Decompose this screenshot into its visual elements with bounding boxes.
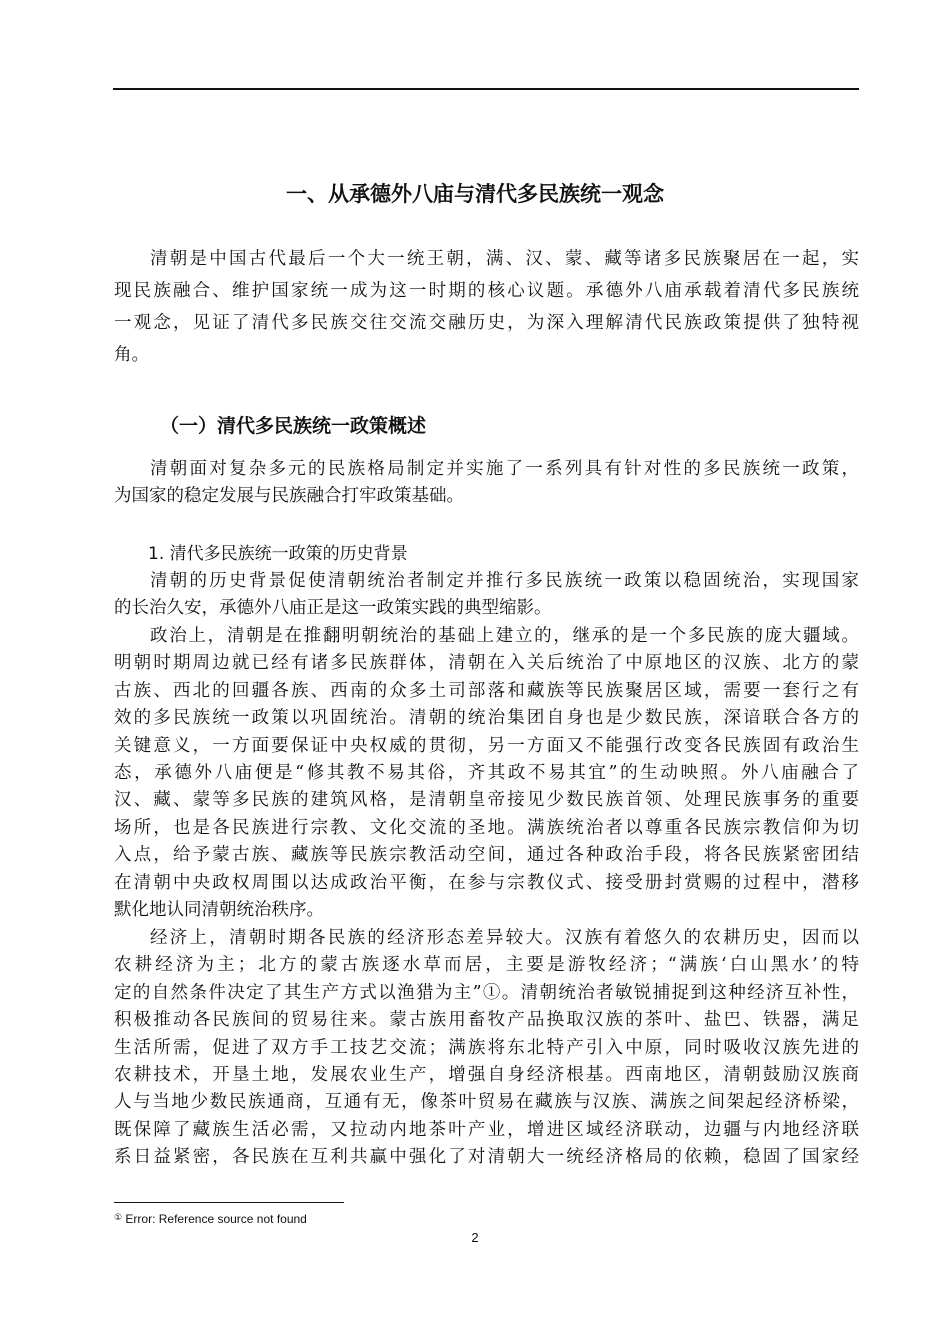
text-line: 清朝面对复杂多元的民族格局制定并实施了一系列具有针对性的多民族统一政策， [150,459,859,479]
text-line: 清朝的历史背景促使清朝统治者制定并推行多民族统一政策以稳固统治，实现国家 [150,571,859,591]
chapter-title: 一、从承德外八庙与清代多民族统一观念 [286,182,664,206]
text-line: 的长治久安，承德外八庙正是这一政策实践的典型缩影。 [114,598,552,619]
header-rule [113,88,859,90]
text-line: 关键意义，一方面要保证中央权威的贯彻，另一方面又不能强行改变各民族固有政治生 [114,735,859,756]
text-line: 农耕经济为主；北方的蒙古族逐水草而居，主要是游牧经济；“满族‘白山黑水’的特 [114,955,859,976]
section-heading: （一）清代多民族统一政策概述 [160,415,427,437]
paragraph-section-intro [114,456,859,511]
text-line: 默化地认同清朝统治秩序。 [114,899,324,920]
text-line: 明朝时期周边就已经有诸多民族群体，清朝在入关后统治了中原地区的汉族、北方的蒙 [114,653,859,674]
text-line: 既保障了藏族生活必需，又拉动内地茶叶产业，增进区域经济联动，边疆与内地经济联 [114,1119,859,1140]
paragraph-background [114,568,859,623]
text-line: 效的多民族统一政策以巩固统治。清朝的统治集团自身也是少数民族，深谙联合各方的 [114,708,859,729]
text-line: 人与当地少数民族通商，互通有无，像茶叶贸易在藏族与汉族、满族之间架起经济桥梁， [114,1092,859,1113]
text-line: 一观念，见证了清代多民族交往交流交融历史，为深入理解清代民族政策提供了独特视 [114,313,859,333]
paragraph-economy [114,925,859,1172]
text-line: 在清朝中央政权周围以达成政治平衡，在参与宗教仪式、接受册封赏赐的过程中，潜移 [114,872,859,893]
page-number: 2 [471,1230,479,1245]
text-line: 定的自然条件决定了其生产方式以渔猎为主”①。清朝统治者敏锐捕捉到这种经济互补性， [114,982,859,1003]
footnote-marker: ① [114,1212,123,1222]
text-line: 现民族融合、维护国家统一成为这一时期的核心议题。承德外八庙承载着清代多民族统 [114,281,859,301]
text-line: 态，承德外八庙便是“修其教不易其俗，齐其政不易其宜”的生动映照。外八庙融合了 [114,762,859,783]
text-line: 经济上，清朝时期各民族的经济形态差异较大。汉族有着悠久的农耕历史，因而以 [150,928,859,948]
text-line: 为国家的稳定发展与民族融合打牢政策基础。 [114,486,464,507]
paragraph-politics [114,623,859,924]
text-line: 场所，也是各民族进行宗教、文化交流的圣地。满族统治者以尊重各民族宗教信仰为切 [114,817,859,838]
text-line: 入点，给予蒙古族、藏族等民族宗教活动空间，通过各种政治手段，将各民族紧密团结 [114,845,859,866]
footnote [114,1212,307,1226]
footnote-text: Error: Reference source not found [125,1212,307,1226]
text-line: 政治上，清朝是在推翻明朝统治的基础上建立的，继承的是一个多民族的庞大疆域。 [150,626,859,646]
subsection-heading: 1. 清代多民族统一政策的历史背景 [148,544,408,564]
text-line: 农耕技术，开垦土地，发展农业生产，增强自身经济根基。西南地区，清朝鼓励汉族商 [114,1064,859,1085]
text-line: 系日益紧密，各民族在互利共赢中强化了对清朝大一统经济格局的依赖，稳固了国家经 [114,1147,859,1168]
text-line: 角。 [114,345,149,365]
text-line: 清朝是中国古代最后一个大一统王朝，满、汉、蒙、藏等诸多民族聚居在一起，实 [150,249,859,269]
footnote-separator [114,1202,344,1203]
text-line: 汉、藏、蒙等多民族的建筑风格，是清朝皇帝接见少数民族首领、处理民族事务的重要 [114,790,859,811]
text-line: 古族、西北的回疆各族、西南的众多土司部落和藏族等民族聚居区域，需要一套行之有 [114,680,859,701]
text-line: 积极推动各民族间的贸易往来。蒙古族用畜牧产品换取汉族的茶叶、盐巴、铁器，满足 [114,1010,859,1031]
text-line: 生活所需，促进了双方手工技艺交流；满族将东北特产引入中原，同时吸收汉族先进的 [114,1037,859,1058]
paragraph-intro [114,243,859,371]
